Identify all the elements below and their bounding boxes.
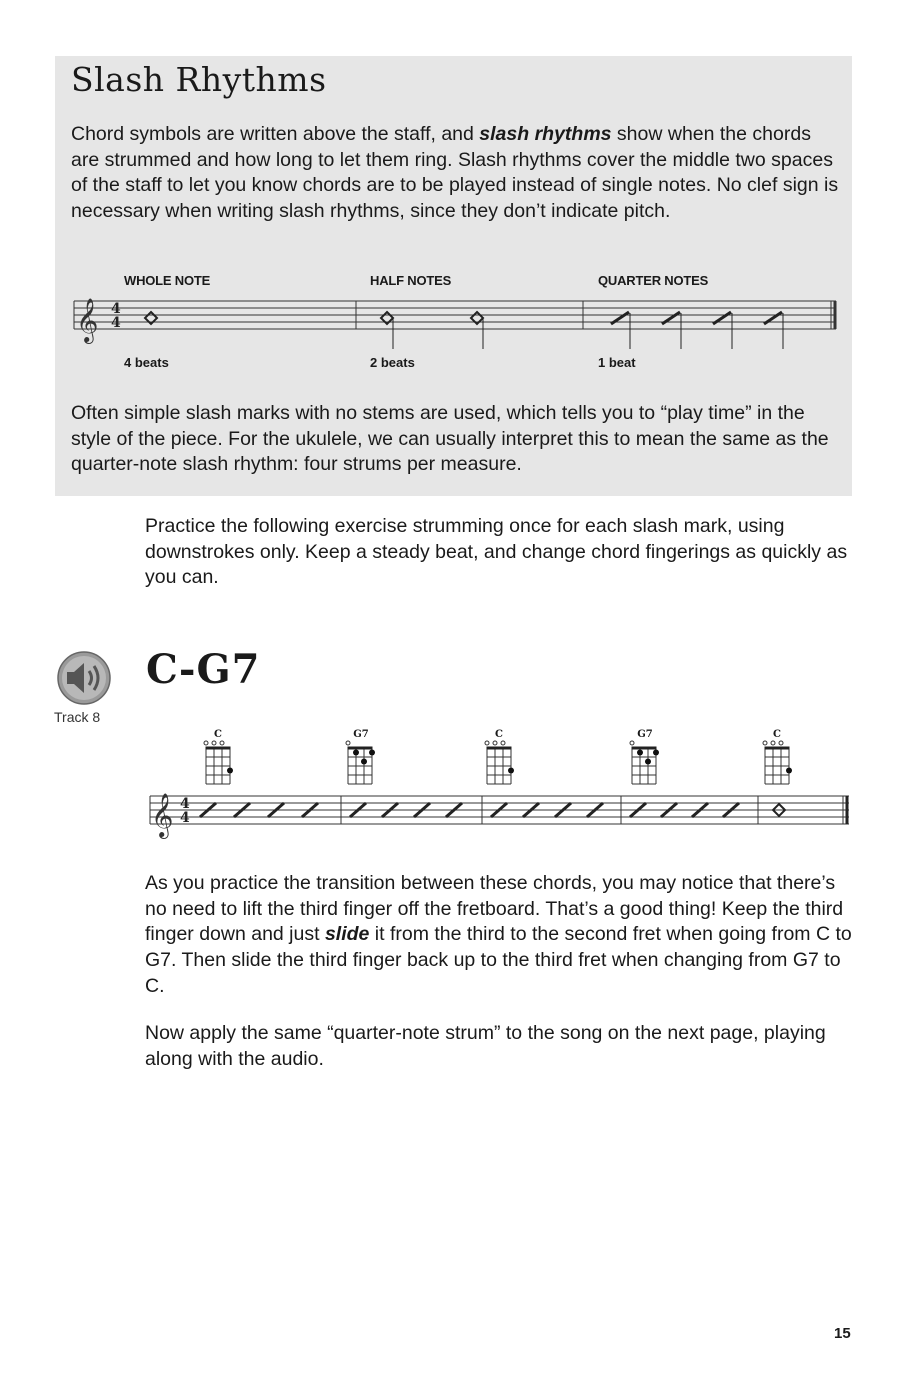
label-quarter-notes: QUARTER NOTES	[598, 273, 709, 288]
chord-diagram-c-1	[204, 741, 233, 784]
transition-part1: As you practice the transition between these chords, you may notice that there’s no need to lift the third finger off the fretboard. That’s a good thing! Keep the third finger down and just	[145, 872, 844, 946]
beats-quarter: 1 beat	[598, 355, 636, 370]
time-sig-bottom: 4	[111, 315, 121, 331]
exercise-title: C-G7	[146, 646, 261, 693]
label-half-notes: HALF NOTES	[370, 273, 452, 288]
treble-clef: 𝄞	[76, 298, 99, 342]
chord-diagram-c-3	[763, 741, 792, 784]
label-whole-note: WHOLE NOTE	[124, 273, 211, 288]
sidebar-title: Slash Rhythms	[71, 60, 327, 99]
closing-text: Now apply the same “quarter-note strum” to the song on the next page, playing along with the audio.	[145, 1022, 826, 1070]
sidebar-outro: Often simple slash marks with no stems are used, which tells you to “play time” in the style of the piece. For the ukulele, we can usually interpret this to mean the same as the quarter-note slash rhythm: four strums per measure.	[71, 402, 829, 476]
page-number: 15	[834, 1325, 851, 1342]
track-label: Track 8	[54, 709, 101, 725]
exercise-treble-clef: 𝄞	[151, 793, 174, 837]
intro-part2: show when the chords are strummed and how long to let them ring. Slash rhythms cover the middle two spaces of the staff to let you know chords are to be played instead of single notes. No clef sign is necessary when writing slash rhythms, since they don’t indicate pitch.	[71, 123, 839, 223]
intro-emphasis: slash rhythms	[479, 123, 612, 145]
time-sig-top: 4	[111, 301, 121, 317]
chord-name-1: C	[214, 729, 222, 740]
transition-emphasis: slide	[324, 923, 370, 946]
transition-part2: it from the third to the second fret when going from C to G7. Then slide the third finger back up to the third fret when changing from G7 to C.	[145, 923, 852, 997]
intro-part1: Chord symbols are written above the staff, and	[71, 123, 480, 145]
chord-diagram-g7-2	[630, 741, 659, 784]
exercise-time-sig-top: 4	[180, 796, 190, 812]
chord-diagram-g7-1	[346, 741, 375, 784]
chord-name-5: C	[773, 729, 781, 740]
transition-text	[145, 871, 855, 1000]
practice-text: Practice the following exercise strumming once for each slash mark, using downstrokes only. Keep a steady beat, and change chord fingerings as quickly as you can.	[145, 515, 848, 589]
chord-name-3: C	[495, 729, 503, 740]
exercise-time-sig-bottom: 4	[180, 810, 190, 826]
beats-whole: 4 beats	[124, 355, 169, 370]
chord-name-2: G7	[353, 729, 369, 740]
chord-diagram-c-2	[485, 741, 514, 784]
beats-half: 2 beats	[370, 355, 415, 370]
chord-name-4: G7	[637, 729, 653, 740]
